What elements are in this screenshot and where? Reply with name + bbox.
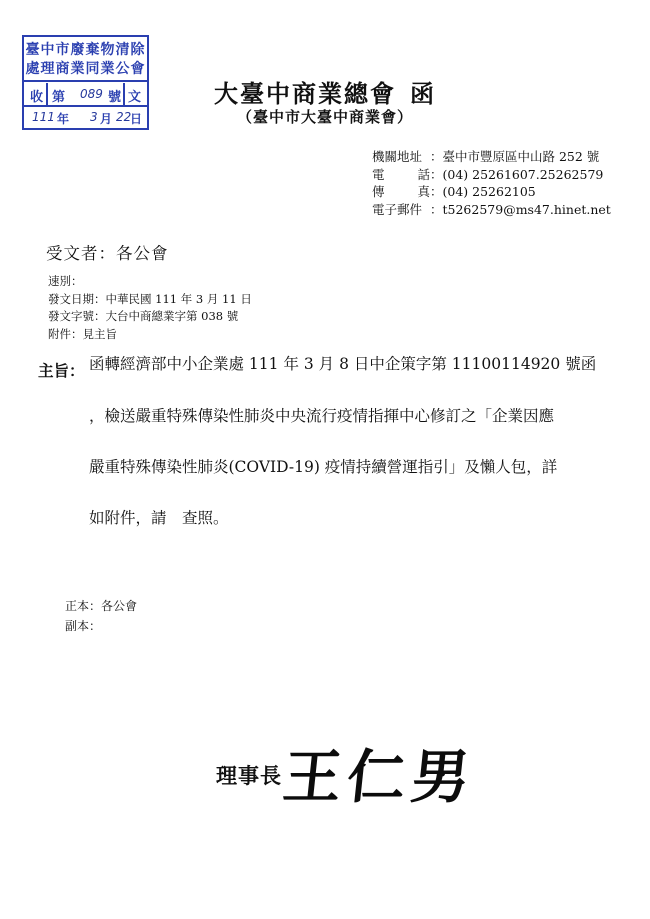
document-meta xyxy=(48,273,252,343)
subject-line: 函轉經濟部中小企業處 111 年 3 月 8 日中企策字第 11100114920 號函 xyxy=(89,355,597,373)
subject-line: 嚴重特殊傳染性肺炎(COVID-19) 疫情持續營運指引」及懶人包，詳 xyxy=(89,458,558,476)
stamp-year-label: 年 xyxy=(57,112,70,126)
meta-attachment: 附件：見主旨 xyxy=(48,326,117,341)
contact-value: ：(04) 25262105 xyxy=(430,184,536,199)
contact-line xyxy=(372,201,611,219)
contact-label: 電子郵件 xyxy=(372,201,423,217)
stamp-no-label: 第 xyxy=(52,90,66,105)
document-subtitle: （臺中市大臺中商業會） xyxy=(236,108,413,126)
contact-line xyxy=(372,166,611,184)
contact-label: 電話 xyxy=(372,166,430,182)
stamp-month-label: 月 xyxy=(100,112,113,126)
stamp-wen-label: 文 xyxy=(128,90,142,105)
subject-line: ，檢送嚴重特殊傳染性肺炎中央流行疫情指揮中心修訂之「企業因應 xyxy=(89,407,555,425)
contact-line xyxy=(372,183,611,201)
contact-block xyxy=(372,148,611,218)
subject-line: 如附件，請 查照。 xyxy=(89,509,229,527)
stamp-day-label: 日 xyxy=(130,112,143,126)
meta-speed: 速別： xyxy=(48,274,83,288)
contact-value: ：t5262579@ms47.hinet.net xyxy=(430,201,611,217)
stamp-year: 111 xyxy=(32,110,55,124)
contact-value: ：臺中市豐原區中山路 252 號 xyxy=(430,149,600,164)
organization-name: 大臺中商業總會 xyxy=(214,79,396,108)
stamp-month: 3 xyxy=(90,110,98,124)
stamp-hao-label: 號 xyxy=(108,90,122,105)
contact-label: 機關地址 xyxy=(372,149,423,164)
meta-date: 發文日期：中華民國 111 年 3 月 11 日 xyxy=(48,291,252,306)
recipient-line: 受文者：各公會 xyxy=(46,244,169,263)
document-title xyxy=(0,74,650,109)
distribution-original: 正本：各公會 xyxy=(65,599,138,613)
meta-reference-number: 發文字號：大台中商總業字第 038 號 xyxy=(48,309,239,323)
contact-label: 傳真 xyxy=(372,184,430,199)
signature-name: 王仁男 xyxy=(279,743,480,811)
contact-value: ：(04) 25261607.25262579 xyxy=(430,166,604,182)
stamp-receive-label: 收 xyxy=(30,90,44,105)
stamp-day: 22 xyxy=(116,110,132,124)
contact-line xyxy=(372,148,611,166)
distribution-block xyxy=(65,596,137,636)
stamp-org-line2: 處理商業同業公會 xyxy=(24,58,147,82)
stamp-number: 089 xyxy=(80,87,103,101)
subject-label: 主旨： xyxy=(38,361,85,380)
document-type: 函 xyxy=(410,79,436,108)
stamp-org-line1: 臺中市廢棄物清除 xyxy=(25,42,146,58)
signature-title: 理事長 xyxy=(216,763,282,788)
distribution-copy: 副本： xyxy=(65,619,102,633)
